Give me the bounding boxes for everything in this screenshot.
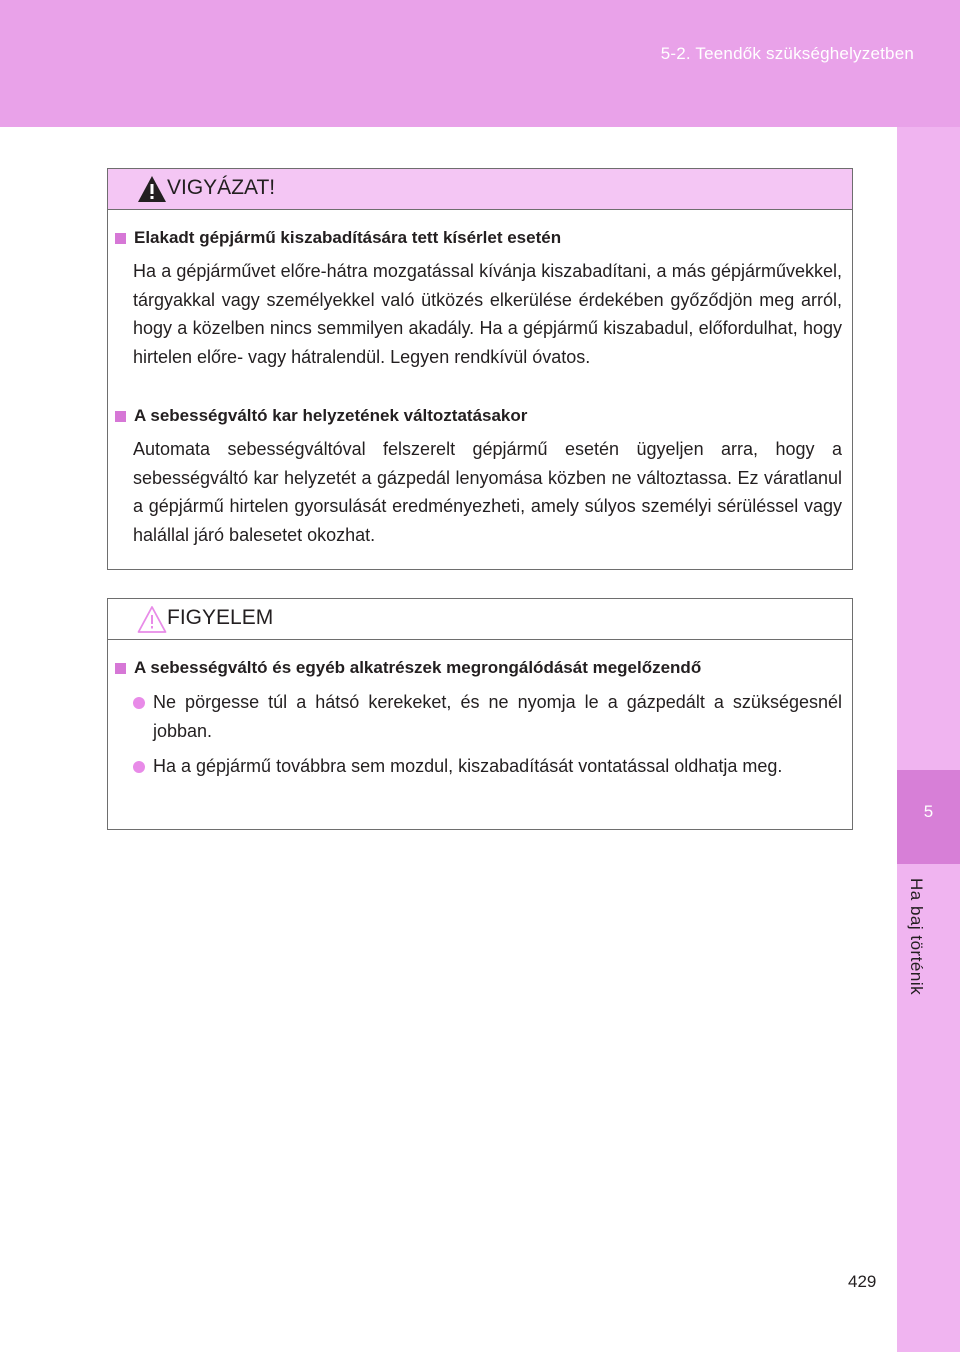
section-title: 5-2. Teendők szükséghelyzetben <box>660 44 914 63</box>
list-item: Ne pörgesse túl a hátsó kerekeket, és ne nyomja le a gázpedált a szükségesnél jobban. <box>133 688 842 745</box>
chapter-number: 5 <box>923 802 934 821</box>
notice-section <box>108 655 852 781</box>
caution-box <box>107 168 853 570</box>
chapter-label: Ha baj történik <box>907 878 926 996</box>
notice-title-bar <box>108 599 852 640</box>
caution-section-2 <box>108 403 852 549</box>
section-heading: A sebességváltó kar helyzetének változtatásakor <box>108 403 852 429</box>
round-bullet-icon <box>133 697 145 709</box>
caution-section-1 <box>108 225 852 371</box>
section-body: Ha a gépjárművet előre-hátra mozgatással kívánja kiszabadítani, a más gépjárművekkel, tárgyakkal vagy személyekkel való ütközés elkerülése érdekében győződjön meg arról, hogy a közelben nincs semmilyen akadály. Ha a gépjármű kiszabadul, előfordulhat, hogy hirtelen előre- vagy hátralendül. Legyen rendkívül óvatos. <box>133 261 842 367</box>
square-bullet-icon <box>115 411 126 422</box>
round-bullet-icon <box>133 761 145 773</box>
square-bullet-icon <box>115 663 126 674</box>
notice-title: FIGYELEM <box>167 606 274 629</box>
notice-box <box>107 598 853 830</box>
list-item: Ha a gépjármű továbbra sem mozdul, kiszabadítását vontatással oldhatja meg. <box>133 752 842 781</box>
warning-triangle-outline-icon <box>136 604 168 634</box>
warning-triangle-filled-icon <box>136 174 168 204</box>
caution-title: VIGYÁZAT! <box>167 176 276 199</box>
square-bullet-icon <box>115 233 126 244</box>
chapter-side-tab <box>897 127 960 1352</box>
section-heading: A sebességváltó és egyéb alkatrészek megrongálódását megelőzendő <box>108 655 852 681</box>
caution-title-bar <box>108 169 852 210</box>
section-heading: Elakadt gépjármű kiszabadítására tett kísérlet esetén <box>108 225 852 251</box>
section-body: Automata sebességváltóval felszerelt gépjármű esetén ügyeljen arra, hogy a sebességváltó kar helyzetét a gázpedál lenyomása közben ne változtassa. Ez váratlanul a gépjármű hirtelen gyorsulását eredményezheti, amely súlyos személyi sérüléssel vagy halállal járó balesetet okozhat. <box>133 439 842 545</box>
page-number: 429 <box>848 1272 877 1291</box>
